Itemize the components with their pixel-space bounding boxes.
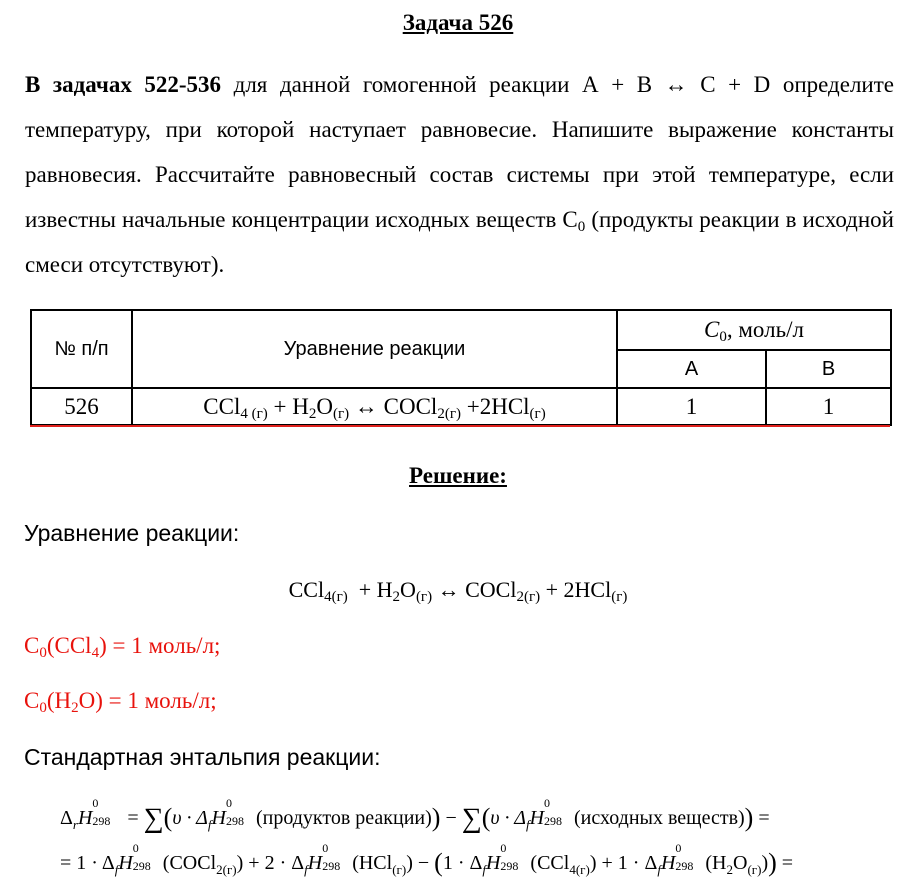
task-intro (25, 62, 894, 287)
enthalpy-formula-line1: $\Delta_rH$ 0 298 = $\sum(\upsilon \cdot \Delta_fH$ 0 298 (продуктов реакции)) − $\sum(\upsilon \cdot \Delta_fH$ 0 298 (исходных веществ)) = (60, 796, 770, 834)
solution-title: Решение: (409, 463, 507, 488)
enthalpy-formula-line2: = $1 \cdot \Delta_fH$ 0 298 (COCl$_{2(г)}$) + $2 \cdot \Delta_fH$ 0 298 $(HCl_{(г)}) - (1 \cdot \Delta_fH$ 0 298 $(CCl_{4(г)}) + 1 \cdot \Delta_fH$ 0 298 $(H_2O_{(г)})$) = (60, 841, 794, 877)
task-table (30, 309, 892, 426)
row-equation: $CCl_{4 (г)} + H_2O_{(г)}$ ↔ COCl$_{2(г)}$ +2HCl$_{(г)}$ (132, 388, 617, 425)
header-c0-unit: , моль/л (726, 317, 804, 342)
enthalpy-label: Стандартная энтальпия реакции: (24, 744, 381, 770)
header-number: № п/п (31, 310, 132, 388)
header-b: В (766, 350, 891, 388)
c0-ccl4: $C_0(CCl_4) = 1$ моль/л; (24, 633, 221, 661)
row-b-value: 1 (766, 388, 891, 425)
header-a: А (617, 350, 766, 388)
reaction-equation: $CCl_{4(г)} + H_2O_{(г)}$ ↔ COCl$_{2(г)}$ + 2HCl$_{(г)}$ (288, 577, 628, 605)
red-divider (30, 425, 890, 427)
header-c0-sub: 0 (719, 329, 727, 345)
intro-bold-prefix: В задачах 522-536 (25, 72, 222, 97)
c0-h2o: $C_0(H_2O) = 1$ моль/л; (24, 688, 217, 716)
header-c0-symbol: C (704, 317, 720, 342)
page-title: Задача 526 (402, 10, 514, 35)
intro-tail: (продукты реакции в исходной смеси отсутствуют). (25, 207, 894, 277)
intro-sub: 0 (577, 219, 586, 235)
header-c0 (617, 310, 891, 350)
row-number: 526 (31, 388, 132, 425)
equation-label: Уравнение реакции: (24, 520, 240, 546)
header-equation: Уравнение реакции (132, 310, 617, 388)
row-a-value: 1 (617, 388, 766, 425)
intro-text: для данной гомогенной реакции А + В ↔ С + D определите температуру, при которой наступает равновесие. Напишите выражение константы равновесия. Рассчитайте равновесный состав системы при этой температуре, если известны начальные концентрации исходных веществ С (25, 72, 894, 232)
table-row (31, 388, 891, 425)
